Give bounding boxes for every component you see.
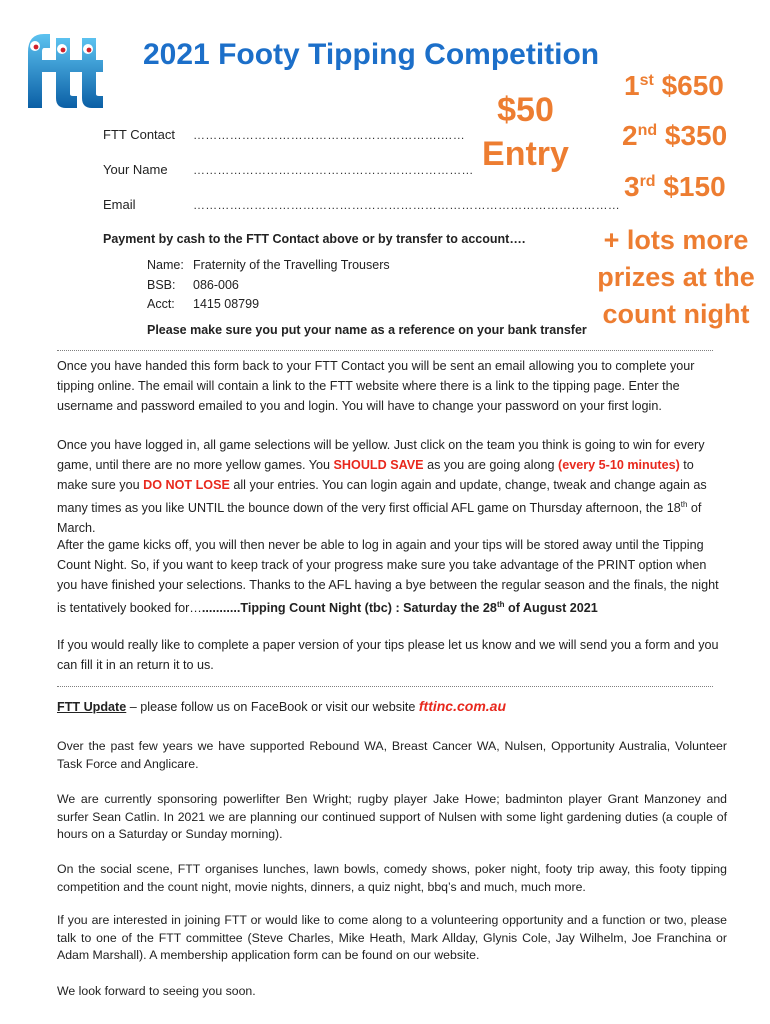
text: to make sure you [57,457,694,492]
entry-amount: $50 [497,91,554,129]
do-not-lose-text: DO NOT LOSE [143,477,230,492]
extra-prizes-line: + lots more [603,225,749,255]
extra-prizes-line: prizes at the [597,262,755,292]
text: of March. [57,501,702,536]
prize-suffix: st [639,72,654,89]
paragraph-closing: We look forward to seeing you soon. [57,984,256,998]
prize-suffix: rd [639,173,656,190]
text: – please follow us on FaceBook or visit our website [126,700,419,714]
entry-fee [478,88,573,176]
paragraph-instructions: Once you have handed this form back to your FTT Contact you will be sent an email allowing you to complete your tipping online. The email will contain a link to the FTT website where there is a link to the tipping page. Enter the username and password emailed to you and login. You will have to change your password on your first login. [57,359,695,413]
prize-3 [624,171,726,203]
ftt-update [57,697,722,718]
contact-field[interactable]: …………………………………………………….…… [193,128,465,142]
extra-prizes-line: count night [602,299,750,329]
count-night-date: of August 2021 [504,601,598,616]
paragraph-social: On the social scene, FTT organises lunches, lawn bowls, comedy shows, poker night, footy trip away, this footy tipping competition and the count night, movie nights, dinners, a quiz night, bbq’s and much, much more. [57,862,727,894]
acct-value: 1415 08799 [193,297,260,311]
email-label: Email [103,197,136,212]
prize-amount: $150 [663,171,726,202]
divider [57,686,713,687]
update-label: FTT Update [57,700,127,714]
prize-place: 1 [624,70,640,101]
bsb-label: BSB: [147,278,176,292]
extra-prizes [586,222,766,333]
prize-place: 2 [622,120,638,151]
paragraph-join: If you are interested in joining FTT or would like to come along to a volunteering opportunity and a function or two, please talk to one of the FTT committee (Steve Charles, Mike Heath, Mark Allday, Glynis Cole, Jay Wilhelm, Joe Franchina or Adam Marshall). A membership application form can be found on our website. [57,913,727,962]
prize-amount: $650 [661,70,724,101]
every-text: (every 5-10 minutes) [558,457,680,472]
superscript: th [680,500,688,510]
acct-label: Acct: [147,297,175,311]
count-night-date: ...........Tipping Count Night (tbc) : Saturday the 28 [201,601,497,616]
page-title: 2021 Footy Tipping Competition [143,38,600,71]
payment-note: Please make sure you put your name as a reference on your bank transfer [147,323,587,337]
paragraph-sponsoring: We are currently sponsoring powerlifter Ben Wright; rugby player Jake Howe; badminton player Grant Manzoney and surfer Sean Catlin. In 2021 we are planning our continued support of Nulsen with some light gardening duties (a couple of hours on a Saturday or Sunday morning). [57,792,727,841]
superscript: th [496,600,505,610]
text: Once you have logged in, all game selections will be yellow. Just click on the team you think is going to win for every game, until there are no more yellow games. You [57,438,705,472]
text: all your entries. You can login again and update, change, tweak and change again as many times as you like UNTIL the bounce down of the very first official AFL game on Thursday afternoon, the 18 [57,477,707,516]
prize-place: 3 [624,171,640,202]
bsb-value: 086-006 [193,278,239,292]
paragraph-supported: Over the past few years we have supported Rebound WA, Breast Cancer WA, Nulsen, Opportunity Australia, Volunteer Task Force and Anglicare. [57,739,727,771]
bank-name-value: Fraternity of the Travelling Trousers [193,258,390,272]
ftt-logo [20,22,108,112]
text: After the game kicks off, you will then never be able to log in again and your tips will be stored away until the Tipping Count Night. So, if you want to keep track of your progress make sure you take advantage of the PRINT option when you have finished your selections. Thanks to the AFL having a bye between the regular season and the finals, the night is tentatively booked for… [57,538,719,616]
divider [57,350,713,351]
bank-name-label: Name: [147,258,184,272]
prize-2 [622,120,727,152]
prize-1 [624,70,724,102]
should-save-text: SHOULD SAVE [333,457,424,472]
name-field[interactable]: …………………………………………………………… [193,163,474,177]
email-field[interactable]: …………………………………………………………………………………………… [193,198,620,212]
prize-amount: $350 [664,120,728,151]
website-link[interactable]: fttinc.com.au [418,698,506,714]
prize-suffix: nd [637,122,658,139]
entry-label: Entry [482,135,569,173]
payment-heading: Payment by cash to the FTT Contact above or by transfer to account…. [103,232,526,246]
paragraph-paper: If you would really like to complete a paper version of your tips please let us know and we will send you a form and you can fill it in an return it to us. [57,638,719,672]
paragraph-kickoff [57,536,722,619]
paragraph-login [57,436,722,539]
name-label: Your Name [103,162,168,177]
contact-label: FTT Contact [103,127,176,142]
text: as you are going along [423,457,559,472]
